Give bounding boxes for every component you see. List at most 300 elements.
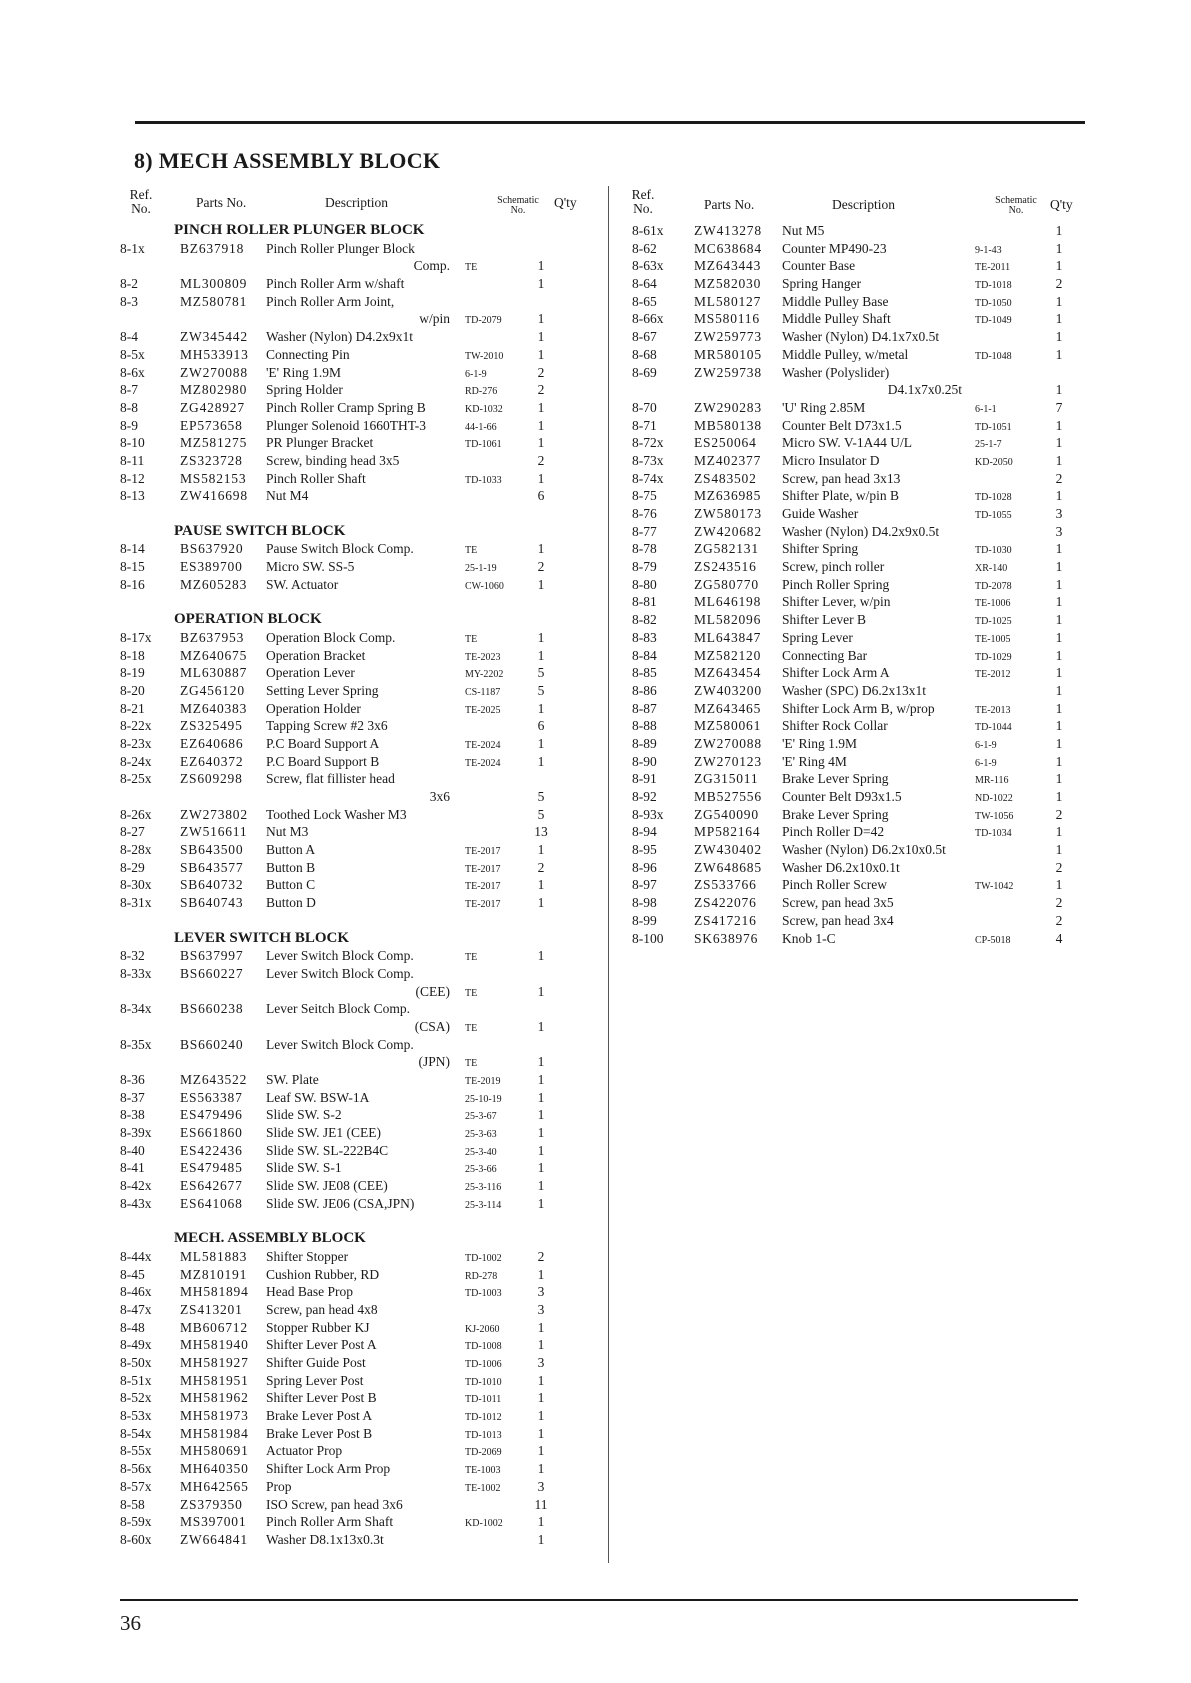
quantity: 1 — [537, 576, 545, 592]
page-title: 8) MECH ASSEMBLY BLOCK — [134, 148, 441, 173]
part-no: ML582096 — [694, 612, 762, 628]
description: Screw, binding head 3x5 — [266, 452, 400, 468]
ref-no: 8-32 — [120, 948, 145, 964]
schematic-no: 44-1-66 — [465, 421, 497, 433]
part-no: SB643500 — [180, 842, 244, 858]
ref-no: 8-83 — [632, 629, 657, 645]
description: 'U' Ring 2.85M — [782, 399, 866, 415]
ref-no: 8-22x — [120, 718, 152, 734]
ref-no: 8-4 — [120, 329, 138, 345]
schematic-no: TE-2012 — [975, 669, 1011, 681]
description: Button D — [266, 895, 316, 911]
quantity: 3 — [1055, 506, 1063, 521]
table-row — [120, 770, 600, 788]
ref-no: 8-64 — [632, 276, 657, 292]
quantity: 1 — [537, 1531, 545, 1547]
table-row — [120, 700, 600, 718]
description: Washer (Nylon) D4.1x7x0.5t — [782, 329, 940, 345]
description: Counter Belt D73x1.5 — [782, 417, 902, 433]
part-no: ZW416698 — [180, 488, 248, 504]
ref-no: 8-61x — [632, 223, 664, 238]
table-row — [120, 1248, 600, 1266]
part-no: ES422436 — [180, 1142, 243, 1158]
ref-no: 8-10 — [120, 435, 145, 451]
table-row — [120, 293, 600, 311]
part-no: ZW403200 — [694, 682, 762, 698]
description: Tapping Screw #2 3x6 — [266, 718, 388, 734]
description: Counter Base — [782, 258, 856, 274]
quantity: 1 — [537, 346, 545, 362]
part-no: MZ582030 — [694, 276, 762, 292]
description: Washer D8.1x13x0.3t — [266, 1531, 384, 1547]
schematic-no: TD-2078 — [975, 580, 1012, 592]
part-no: MZ643465 — [694, 700, 762, 716]
spacer — [120, 912, 600, 930]
quantity: 1 — [537, 1072, 545, 1087]
part-no: ZW273802 — [180, 806, 248, 822]
ref-no: 8-71 — [632, 417, 657, 433]
description: Lever Seitch Block Comp. — [266, 1001, 410, 1017]
table-row — [632, 540, 1094, 558]
description: Comp. — [413, 258, 450, 274]
ref-no: 8-7 — [120, 382, 138, 398]
part-no: ES563387 — [180, 1089, 243, 1105]
ref-no: 8-74x — [632, 470, 664, 486]
table-row — [632, 558, 1094, 576]
table-row — [632, 452, 1094, 470]
part-no: MH581927 — [180, 1355, 249, 1370]
part-no: BS660238 — [180, 1001, 244, 1017]
description: Spring Holder — [266, 382, 343, 398]
part-no: ZS417216 — [694, 912, 757, 928]
quantity: 1 — [537, 629, 545, 645]
section-heading: PINCH ROLLER PLUNGER BLOCK — [174, 222, 425, 238]
schematic-no: 25-3-40 — [465, 1146, 497, 1158]
quantity: 1 — [1055, 877, 1063, 893]
schematic-no: TE — [465, 1022, 478, 1034]
ref-no: 8-63x — [632, 258, 664, 274]
quantity: 13 — [534, 824, 548, 840]
ref-no: 8-60x — [120, 1531, 152, 1547]
table-row — [632, 576, 1094, 594]
quantity: 1 — [1055, 346, 1063, 362]
column-divider — [608, 186, 609, 1563]
part-no: ES641068 — [180, 1195, 243, 1211]
part-no: ZG540090 — [694, 806, 759, 822]
quantity: 1 — [537, 1178, 545, 1194]
part-no: MH581940 — [180, 1337, 249, 1353]
schematic-no: TE-2013 — [975, 704, 1011, 716]
quantity: 1 — [1055, 771, 1063, 787]
ref-no: 8-80 — [632, 576, 657, 592]
part-no: MB580138 — [694, 417, 762, 433]
part-no: MB527556 — [694, 789, 762, 804]
part-no: MH580691 — [180, 1443, 249, 1459]
schematic-no: TW-1056 — [975, 810, 1014, 822]
quantity: 1 — [1055, 258, 1063, 274]
table-row — [120, 947, 600, 965]
ref-no: 8-70 — [632, 399, 657, 415]
ref-no: 8-17x — [120, 629, 152, 645]
part-no: ZS243516 — [694, 559, 757, 575]
part-no: MH581894 — [180, 1284, 249, 1300]
table-row — [120, 1177, 600, 1195]
quantity: 1 — [1055, 435, 1063, 451]
ref-no: 8-66x — [632, 311, 664, 327]
table-row — [632, 611, 1094, 629]
quantity: 1 — [1055, 541, 1063, 557]
description: Middle Pulley, w/metal — [782, 346, 909, 362]
quantity: 1 — [1055, 612, 1063, 628]
quantity: 1 — [1055, 718, 1063, 734]
ref-no: 8-20 — [120, 682, 145, 698]
description: Lever Switch Block Comp. — [266, 1036, 414, 1052]
quantity: 2 — [537, 452, 545, 468]
schematic-no: TE-2024 — [465, 739, 501, 751]
schematic-no: KD-2050 — [975, 456, 1013, 468]
description: Operation Holder — [266, 700, 361, 716]
quantity: 1 — [537, 541, 545, 557]
part-no: ES661860 — [180, 1125, 243, 1141]
part-no: ML643847 — [694, 629, 762, 645]
part-no: ML580127 — [694, 293, 762, 309]
table-row — [120, 983, 600, 1001]
table-row — [120, 894, 600, 912]
description: Spring Hanger — [782, 276, 862, 292]
part-no: ML300809 — [180, 276, 248, 292]
quantity: 1 — [537, 1337, 545, 1353]
description: Shifter Spring — [782, 541, 859, 557]
description: Washer D6.2x10x0.1t — [782, 859, 900, 875]
part-no: MP582164 — [694, 824, 761, 840]
ref-no: 8-47x — [120, 1301, 152, 1317]
description: Pinch Roller Arm Shaft — [266, 1514, 394, 1530]
schematic-no: TD-1025 — [975, 616, 1012, 628]
schematic-no: 6-1-9 — [975, 757, 997, 769]
spacer — [120, 593, 600, 611]
schematic-no: 6-1-1 — [975, 403, 997, 415]
quantity: 6 — [537, 718, 545, 734]
section-heading: LEVER SWITCH BLOCK — [174, 929, 350, 946]
table-row — [632, 364, 1094, 382]
ref-no: 8-5x — [120, 346, 145, 362]
schematic-no: TE — [465, 262, 478, 274]
schematic-no: 25-3-66 — [465, 1164, 497, 1176]
schematic-no: TD-1044 — [975, 722, 1012, 734]
ref-no: 8-46x — [120, 1284, 152, 1300]
table-row — [120, 1283, 600, 1301]
header-schematic: Schematic No. — [995, 195, 1037, 216]
description: Counter MP490-23 — [782, 240, 887, 256]
quantity: 1 — [1055, 382, 1063, 398]
description: Brake Lever Post B — [266, 1425, 373, 1441]
table-row — [120, 806, 600, 824]
part-no: MZ643443 — [694, 258, 762, 274]
part-no: ZW270088 — [694, 735, 762, 751]
schematic-no: TE-1002 — [465, 1482, 501, 1494]
quantity: 2 — [1055, 276, 1063, 292]
table-row — [632, 806, 1094, 824]
part-no: MZ810191 — [180, 1266, 248, 1282]
ref-no: 8-44x — [120, 1248, 152, 1264]
part-no: SB640743 — [180, 895, 244, 911]
header-schematic: Schematic No. — [497, 195, 539, 216]
description: Nut M4 — [266, 488, 309, 504]
quantity: 1 — [537, 276, 545, 292]
schematic-no: TD-1028 — [975, 492, 1012, 504]
quantity: 2 — [537, 859, 545, 875]
table-row — [120, 1336, 600, 1354]
schematic-no: MR-116 — [975, 775, 1009, 787]
schematic-no: TD-1010 — [465, 1376, 502, 1388]
part-no: ZW580173 — [694, 506, 762, 521]
description: Slide SW. S-2 — [266, 1107, 342, 1123]
schematic-no: KD-1002 — [465, 1518, 503, 1530]
part-no: ZW259773 — [694, 329, 762, 345]
ref-no: 8-73x — [632, 452, 664, 468]
table-row — [120, 240, 600, 258]
part-no: SB640732 — [180, 877, 244, 893]
description: Head Base Prop — [266, 1284, 353, 1300]
header-parts-no: Parts No. — [704, 197, 755, 212]
schematic-no: TE-1006 — [975, 598, 1011, 610]
description: P.C Board Support B — [266, 753, 380, 769]
ref-no: 8-67 — [632, 329, 657, 345]
description: Slide SW. SL-222B4C — [266, 1142, 389, 1158]
part-no: BS637920 — [180, 541, 244, 557]
header-description: Description — [832, 197, 895, 212]
table-row — [120, 753, 600, 771]
quantity: 1 — [537, 1461, 545, 1477]
quantity: 1 — [537, 1195, 545, 1211]
table-row — [120, 1071, 600, 1089]
description: Micro SW. SS-5 — [266, 559, 355, 575]
ref-no: 8-25x — [120, 771, 152, 787]
ref-no: 8-29 — [120, 859, 145, 875]
schematic-no: RD-276 — [465, 386, 498, 398]
schematic-no: TE — [465, 1058, 478, 1070]
table-row — [632, 257, 1094, 275]
table-row — [632, 823, 1094, 841]
quantity: 1 — [537, 1514, 545, 1530]
quantity: 1 — [1055, 735, 1063, 751]
description: Shifter Lever Post A — [266, 1337, 377, 1353]
schematic-no: TD-1061 — [465, 439, 502, 451]
description: (CSA) — [414, 1018, 450, 1034]
schematic-no: TD-1008 — [465, 1341, 502, 1353]
quantity: 1 — [537, 1372, 545, 1388]
quantity: 2 — [537, 364, 545, 380]
table-row — [632, 788, 1094, 806]
quantity: 1 — [1055, 329, 1063, 345]
ref-no: 8-92 — [632, 789, 657, 804]
table-row — [120, 1478, 600, 1496]
quantity: 1 — [537, 983, 545, 999]
quantity: 1 — [1055, 223, 1063, 238]
ref-no: 8-42x — [120, 1178, 152, 1194]
schematic-no: KD-1032 — [465, 403, 503, 415]
table-row — [120, 1389, 600, 1407]
description: Nut M3 — [266, 824, 309, 840]
table-row — [120, 1106, 600, 1124]
part-no: ZG582131 — [694, 541, 759, 557]
part-no: MS580116 — [694, 311, 760, 327]
table-row — [120, 1301, 600, 1319]
quantity: 2 — [1055, 470, 1063, 486]
schematic-no: TD-1034 — [975, 828, 1012, 840]
table-row — [120, 1372, 600, 1390]
ref-no: 8-19 — [120, 665, 145, 681]
quantity: 1 — [1055, 488, 1063, 504]
table-row — [120, 965, 600, 983]
ref-no: 8-21 — [120, 700, 145, 716]
part-no: ZW664841 — [180, 1531, 248, 1547]
description: Pinch Roller Shaft — [266, 470, 366, 486]
section-heading: MECH. ASSEMBLY BLOCK — [174, 1230, 366, 1247]
ref-no: 8-50x — [120, 1355, 152, 1370]
schematic-no: TE-2017 — [465, 863, 501, 875]
ref-no: 8-72x — [632, 435, 664, 451]
description: Screw, flat fillister head — [266, 771, 395, 787]
description: Washer (Polyslider) — [782, 364, 890, 380]
table-row — [120, 1124, 600, 1142]
ref-no: 8-28x — [120, 842, 152, 858]
ref-no: 8-59x — [120, 1514, 152, 1530]
table-row — [632, 523, 1094, 541]
ref-no: 8-51x — [120, 1372, 152, 1388]
table-row — [120, 629, 600, 647]
description: w/pin — [419, 311, 450, 327]
quantity: 3 — [537, 1355, 545, 1370]
quantity: 2 — [537, 382, 545, 398]
quantity: 1 — [1055, 700, 1063, 716]
schematic-no: TD-1006 — [465, 1359, 502, 1370]
table-row — [120, 275, 600, 293]
table-row — [120, 841, 600, 859]
part-no: MH581951 — [180, 1372, 249, 1388]
part-no: ES479485 — [180, 1160, 243, 1176]
schematic-no: CP-5018 — [975, 934, 1011, 946]
part-no: BZ637953 — [180, 629, 245, 645]
description: Pause Switch Block Comp. — [266, 541, 414, 557]
ref-no: 8-11 — [120, 452, 145, 468]
quantity: 1 — [537, 948, 545, 964]
description: Middle Pulley Base — [782, 293, 889, 309]
quantity: 3 — [1055, 523, 1063, 539]
ref-no: 8-8 — [120, 399, 138, 415]
quantity: 11 — [534, 1496, 548, 1512]
description: Shifter Lever, w/pin — [782, 594, 891, 610]
part-no: ES642677 — [180, 1178, 243, 1194]
table-row — [120, 647, 600, 665]
part-no: ZW290283 — [694, 399, 762, 415]
schematic-no: CW-1060 — [465, 580, 504, 592]
table-row — [632, 240, 1094, 258]
schematic-no: TE-1003 — [465, 1465, 501, 1477]
part-no: MZ580781 — [180, 293, 248, 309]
description: Nut M5 — [782, 223, 825, 238]
part-no: MZ636985 — [694, 488, 762, 504]
section-heading: PAUSE SWITCH BLOCK — [174, 522, 346, 539]
table-header-right — [632, 186, 1094, 222]
table-row — [632, 894, 1094, 912]
quantity: 3 — [537, 1284, 545, 1300]
schematic-no: TE-2017 — [465, 899, 501, 911]
description: Connecting Bar — [782, 647, 868, 663]
ref-no: 8-18 — [120, 647, 145, 663]
spacer — [120, 505, 600, 523]
part-no: EZ640372 — [180, 753, 244, 769]
description: 3x6 — [429, 789, 450, 804]
quantity: 1 — [1055, 824, 1063, 840]
ref-no: 8-52x — [120, 1390, 152, 1406]
description: Pinch Roller Spring — [782, 576, 890, 592]
ref-no: 8-45 — [120, 1266, 145, 1282]
description: Lever Switch Block Comp. — [266, 948, 414, 964]
schematic-no: TE — [465, 987, 478, 999]
schematic-no: TE — [465, 633, 478, 645]
ref-no: 8-56x — [120, 1461, 152, 1477]
description: Washer (Nylon) D4.2x9x0.5t — [782, 523, 940, 539]
part-no: ZW270123 — [694, 753, 762, 769]
part-no: ZW259738 — [694, 364, 762, 380]
quantity: 1 — [537, 877, 545, 893]
schematic-no: TD-1030 — [975, 545, 1012, 557]
description: Shifter Stopper — [266, 1248, 349, 1264]
table-row — [120, 1053, 600, 1071]
table-row — [120, 1089, 600, 1107]
quantity: 1 — [537, 470, 545, 486]
ref-no: 8-93x — [632, 806, 664, 822]
schematic-no: 25-3-116 — [465, 1182, 502, 1194]
table-row — [632, 912, 1094, 930]
table-row — [632, 381, 1094, 399]
ref-no: 8-90 — [632, 753, 657, 769]
quantity: 1 — [537, 1125, 545, 1141]
ref-no: 8-2 — [120, 276, 138, 292]
table-row — [632, 346, 1094, 364]
ref-no: 8-39x — [120, 1125, 152, 1141]
quantity: 1 — [537, 1408, 545, 1424]
ref-no: 8-98 — [632, 895, 657, 911]
ref-no: 8-79 — [632, 559, 657, 575]
description: Pinch Roller Cramp Spring B — [266, 399, 426, 415]
description: Counter Belt D93x1.5 — [782, 789, 902, 804]
ref-no: 8-35x — [120, 1036, 152, 1052]
schematic-no: 25-3-114 — [465, 1199, 502, 1211]
table-row — [632, 593, 1094, 611]
description: Brake Lever Spring — [782, 806, 889, 822]
part-no: MZ605283 — [180, 576, 248, 592]
table-row — [120, 257, 600, 275]
schematic-no: TE-2024 — [465, 757, 501, 769]
description: Micro Insulator D — [782, 452, 880, 468]
schematic-no: TE-2025 — [465, 704, 501, 716]
table-row — [120, 1036, 600, 1054]
table-row — [632, 399, 1094, 417]
quantity: 1 — [537, 417, 545, 433]
table-row — [120, 487, 600, 505]
part-no: MZ582120 — [694, 647, 762, 663]
part-no: ML646198 — [694, 594, 762, 610]
ref-no: 8-37 — [120, 1089, 145, 1105]
table-row — [120, 1531, 600, 1549]
quantity: 1 — [537, 647, 545, 663]
header-description: Description — [325, 195, 388, 210]
ref-no: 8-96 — [632, 859, 657, 875]
description: Pinch Roller Arm Joint, — [266, 293, 395, 309]
part-no: ZS609298 — [180, 771, 243, 787]
